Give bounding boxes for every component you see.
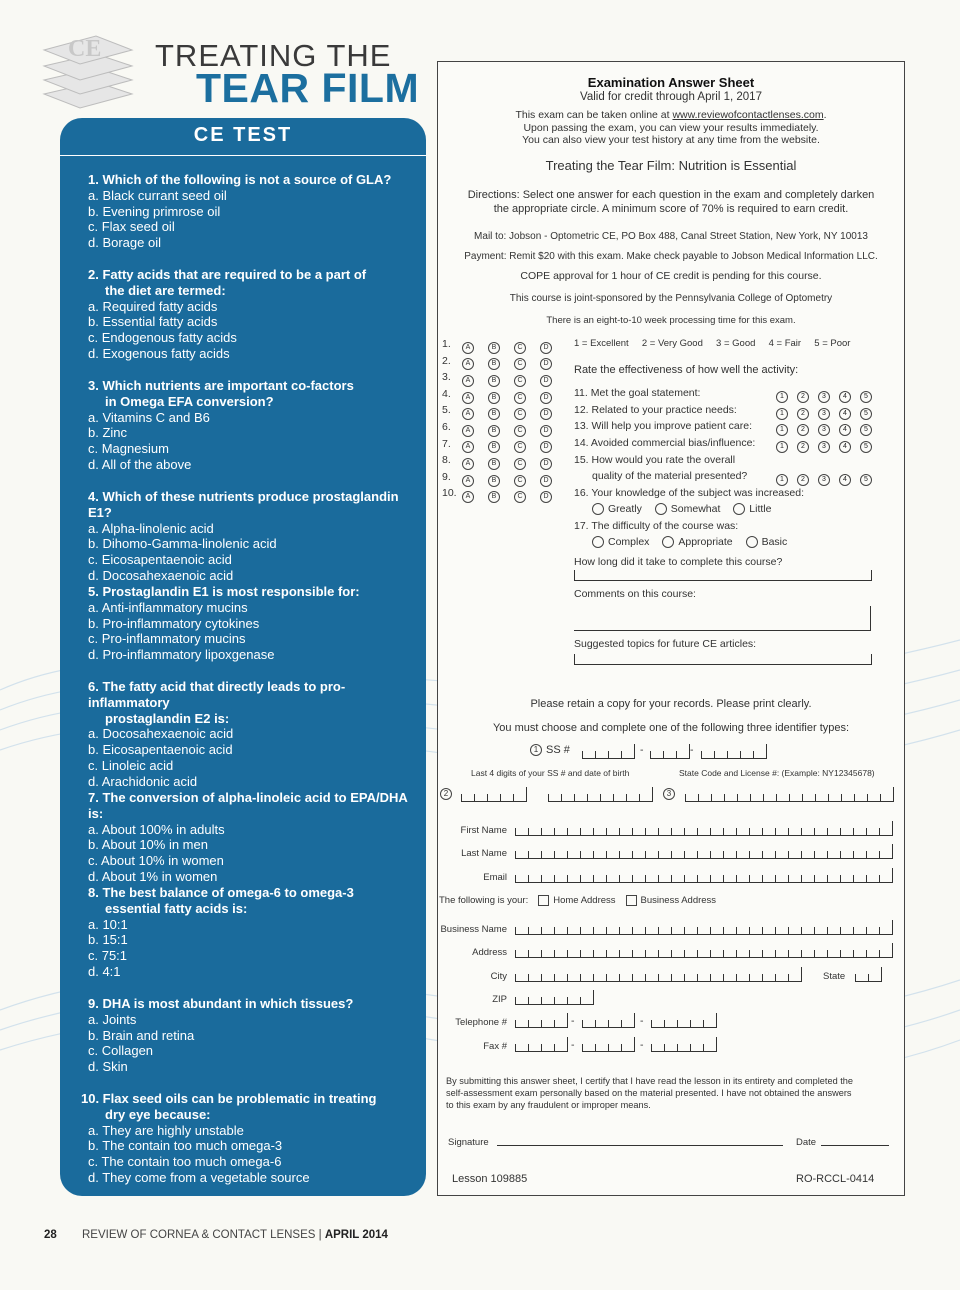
- question-5: [88, 584, 418, 663]
- answer-bubble-b[interactable]: B: [488, 491, 500, 503]
- answer-option: b. Pro-inflammatory cytokines: [88, 615, 260, 631]
- answer-option: c. About 10% in women: [88, 853, 224, 869]
- joint-sponsor: This course is joint-sponsored by the Pennsylvania College of Optometry: [509, 293, 833, 304]
- rating-15-option-4[interactable]: 4: [839, 474, 851, 486]
- rating-15-option-3[interactable]: 3: [818, 474, 830, 486]
- answer-number: 7.: [442, 437, 451, 450]
- answer-number: 2.: [442, 354, 451, 367]
- rating-11-option-3[interactable]: 3: [818, 391, 830, 403]
- answer-bubble-c[interactable]: C: [514, 425, 526, 437]
- ce-logo-text: CE: [68, 36, 102, 62]
- answer-bubble-a[interactable]: A: [462, 392, 474, 404]
- field-input-last-name[interactable]: [515, 844, 893, 859]
- rating-15-option-2[interactable]: 2: [797, 474, 809, 486]
- q17-appropriate-radio[interactable]: [662, 536, 674, 548]
- field-label: Last Name: [461, 848, 507, 859]
- field-label: Email: [483, 872, 507, 883]
- question-line-1: 1. Which of the following is not a source of GLA?: [88, 172, 392, 187]
- valid-through: Valid for credit through April 1, 2017: [580, 91, 762, 103]
- question-text: [88, 489, 418, 521]
- rating-item-11: 11. Met the goal statement:: [574, 387, 701, 399]
- business-address-label: Business Address: [640, 895, 717, 907]
- question-line-1: 6. The fatty acid that directly leads to pro-inflammatory: [88, 679, 346, 710]
- answer-option: c. Magnesium: [88, 441, 169, 457]
- answer-bubble-a[interactable]: A: [462, 375, 474, 387]
- question-text: [88, 679, 418, 726]
- answer-row-1: [462, 339, 566, 357]
- rating-14-option-4[interactable]: 4: [839, 441, 851, 453]
- suggested-input[interactable]: [574, 654, 872, 665]
- answer-bubble-a[interactable]: A: [462, 358, 474, 370]
- online-line-3: You can also view your test history at any time from the website.: [522, 134, 820, 146]
- rating-13-option-3[interactable]: 3: [818, 424, 830, 436]
- question-line-1: 3. Which nutrients are important co-factors: [88, 378, 354, 393]
- city-label: City: [490, 971, 507, 982]
- answer-option: c. Linoleic acid: [88, 757, 174, 773]
- id2-last4-boxes[interactable]: [461, 787, 527, 802]
- answer-bubble-d[interactable]: D: [540, 491, 552, 503]
- zip-label: ZIP: [492, 994, 507, 1005]
- rate-intro: Rate the effectiveness of how well the activity:: [574, 364, 799, 376]
- rating-14-bubbles: [767, 438, 872, 456]
- home-address-label: Home Address: [553, 895, 616, 907]
- rating-15-option-1[interactable]: 1: [776, 474, 788, 486]
- id-option-3-num: 3: [663, 788, 675, 800]
- rating-14-option-3[interactable]: 3: [818, 441, 830, 453]
- rating-11-option-5[interactable]: 5: [860, 391, 872, 403]
- panel-title-divider: [60, 155, 426, 156]
- field-input-first-name[interactable]: [515, 821, 893, 836]
- course-title: Treating the Tear Film: Nutrition is Essential: [545, 158, 797, 173]
- signature-label: Signature: [448, 1137, 489, 1148]
- answer-row-8: [462, 455, 566, 473]
- mail-to: Mail to: Jobson - Optometric CE, PO Box 488, Canal Street Station, New York, NY 10013: [474, 231, 868, 242]
- q17-basic-label: Basic: [761, 536, 788, 548]
- answer-option: a. About 100% in adults: [88, 821, 225, 837]
- answer-bubble-b[interactable]: B: [488, 458, 500, 470]
- answer-option: b. About 10% in men: [88, 837, 208, 853]
- address-label: Address: [472, 947, 507, 958]
- answer-option: c. Pro-inflammatory mucins: [88, 631, 246, 647]
- answer-option: c. 75:1: [88, 948, 128, 964]
- online-pre: This exam can be taken online at: [515, 109, 673, 121]
- answer-option: d. Exogenous fatty acids: [88, 345, 230, 361]
- answer-option: a. 10:1: [88, 916, 128, 932]
- answer-option: d. All of the above: [88, 456, 192, 472]
- question-text: [88, 267, 418, 299]
- answer-bubble-b[interactable]: B: [488, 425, 500, 437]
- rating-12-option-2[interactable]: 2: [797, 408, 809, 420]
- processing-time: There is an eight-to-10 week processing time for this exam.: [546, 315, 796, 326]
- answer-bubble-a[interactable]: A: [462, 408, 474, 420]
- field-input-email[interactable]: [515, 868, 893, 883]
- q16-little-radio[interactable]: [733, 503, 745, 515]
- certify-line-2: self-assessment exam personally based on the material presented. I have not obtained the answers: [446, 1087, 852, 1098]
- ce-books-logo: [38, 24, 138, 116]
- identifier-instructions: You must choose and complete one of the following three identifier types:: [492, 722, 850, 734]
- answer-option: c. Eicosapentaenoic acid: [88, 552, 232, 568]
- answer-bubble-b[interactable]: B: [488, 441, 500, 453]
- rating-12-option-1[interactable]: 1: [776, 408, 788, 420]
- certification: [446, 1076, 853, 1111]
- question-line-2: in Omega EFA conversion?: [105, 393, 274, 409]
- answer-option: d. They come from a vegetable source: [88, 1169, 310, 1185]
- answer-bubble-c[interactable]: C: [514, 392, 526, 404]
- question-6: [88, 679, 418, 790]
- question-line-1: 8. The best balance of omega-6 to omega-3: [88, 885, 354, 900]
- title-line-2: TEAR FILM: [196, 65, 420, 111]
- question-8: [88, 885, 418, 980]
- rating-11-option-4[interactable]: 4: [839, 391, 851, 403]
- answer-number: 8.: [442, 454, 451, 467]
- rating-item-15-cont: quality of the material presented?: [592, 470, 748, 482]
- answer-number: 1.: [442, 338, 451, 350]
- fax-area-boxes[interactable]: [515, 1037, 568, 1052]
- answer-option: a. They are highly unstable: [88, 1122, 244, 1138]
- q16-greatly-radio[interactable]: [592, 503, 604, 515]
- form-title: Examination Answer Sheet: [587, 75, 755, 90]
- answer-bubble-b[interactable]: B: [488, 408, 500, 420]
- rating-13-option-5[interactable]: 5: [860, 424, 872, 436]
- answer-bubble-b[interactable]: B: [488, 375, 500, 387]
- question-text: [88, 584, 418, 600]
- answer-bubble-a[interactable]: A: [462, 491, 474, 503]
- answer-row-2: [462, 356, 566, 374]
- q16-little-label: Little: [749, 503, 772, 515]
- q17-complex-radio[interactable]: [592, 536, 604, 548]
- answer-option: c. Flax seed oil: [88, 219, 175, 235]
- question-text: [88, 172, 418, 188]
- fax-line-boxes[interactable]: [651, 1037, 717, 1052]
- question-text: [81, 1091, 411, 1123]
- answer-bubble-c[interactable]: C: [514, 441, 526, 453]
- question-line-1: 5. Prostaglandin E1 is most responsible for:: [88, 584, 360, 599]
- suggested-label: Suggested topics for future CE articles:: [574, 638, 757, 650]
- ss-box-group-2[interactable]: [650, 744, 690, 759]
- answer-bubble-d[interactable]: D: [540, 408, 552, 420]
- id2-dob-boxes[interactable]: [548, 787, 653, 802]
- answer-row-3: [462, 372, 566, 390]
- q16-greatly-label: Greatly: [608, 503, 642, 515]
- answer-option: d. Borage oil: [88, 235, 161, 251]
- answer-bubble-a[interactable]: A: [462, 458, 474, 470]
- home-address-checkbox[interactable]: [538, 895, 549, 906]
- rating-item-12: 12. Related to your practice needs:: [574, 404, 737, 416]
- certify-line-3: to this exam by any fraudulent or improper means.: [446, 1099, 651, 1110]
- how-long-input[interactable]: [574, 570, 872, 581]
- answer-option: b. Brain and retina: [88, 1027, 195, 1043]
- answer-bubble-c[interactable]: C: [514, 458, 526, 470]
- question-line-2: dry eye because:: [105, 1106, 211, 1122]
- q16-options: [592, 503, 771, 515]
- answer-option: b. Zinc: [88, 425, 128, 441]
- question-1: [88, 172, 418, 251]
- rating-12-option-4[interactable]: 4: [839, 408, 851, 420]
- answer-option: b. The contain too much omega-3: [88, 1138, 283, 1154]
- how-long-label: How long did it take to complete this course?: [574, 556, 783, 568]
- q17-complex-label: Complex: [608, 536, 650, 548]
- answer-number: 6.: [442, 421, 451, 433]
- fax-dash-1: -: [571, 1039, 575, 1051]
- address-type: [439, 895, 716, 906]
- telephone-prefix-boxes[interactable]: [582, 1013, 635, 1028]
- answer-row-6: [462, 422, 566, 440]
- answer-bubble-c[interactable]: C: [514, 408, 526, 420]
- answer-number: 5.: [442, 404, 451, 417]
- answer-option: d. Pro-inflammatory lipoxgenase: [88, 647, 275, 663]
- answer-bubble-d[interactable]: D: [540, 441, 552, 453]
- answer-bubble-c[interactable]: C: [514, 491, 526, 503]
- payment: Payment: Remit $20 with this exam. Make check payable to Jobson Medical Information LLC.: [464, 251, 878, 262]
- cope-approval: COPE approval for 1 hour of CE credit is pending for this course.: [520, 270, 822, 282]
- answer-bubble-d[interactable]: D: [540, 392, 552, 404]
- rating-12-option-3[interactable]: 3: [818, 408, 830, 420]
- question-17: 17. The difficulty of the course was:: [574, 520, 739, 532]
- answer-option: c. Collagen: [88, 1043, 154, 1059]
- following-label: The following is your:: [439, 895, 529, 907]
- rating-13-bubbles: [767, 421, 872, 439]
- answer-option: c. The contain too much omega-6: [88, 1154, 282, 1170]
- rating-11-option-2[interactable]: 2: [797, 391, 809, 403]
- answer-row-10: [462, 488, 566, 506]
- answer-option: a. Docosahexaenoic acid: [88, 726, 234, 742]
- question-text: [88, 996, 418, 1012]
- question-9: [88, 996, 418, 1075]
- answer-bubble-b[interactable]: B: [488, 475, 500, 487]
- answer-row-9: [462, 472, 566, 490]
- rating-15-option-5[interactable]: 5: [860, 474, 872, 486]
- answer-row-4: [462, 389, 566, 407]
- answer-option: a. Anti-inflammatory mucins: [88, 599, 248, 615]
- answer-number: 9.: [442, 470, 451, 483]
- id3-license-boxes[interactable]: [685, 787, 894, 802]
- id-option-1[interactable]: 1: [530, 744, 542, 756]
- answer-option: d. 4:1: [88, 963, 121, 979]
- question-text: [88, 790, 418, 822]
- answer-option: a. Required fatty acids: [88, 298, 218, 314]
- question-line-1: 10. Flax seed oils can be problematic in treating: [81, 1091, 377, 1106]
- rating-14-option-2[interactable]: 2: [797, 441, 809, 453]
- q16-somewhat-label: Somewhat: [670, 503, 721, 515]
- form-code: RO-RCCL-0414: [796, 1173, 875, 1185]
- fax-prefix-boxes[interactable]: [582, 1037, 635, 1052]
- question-16: 16. Your knowledge of the subject was increased:: [574, 487, 804, 499]
- business-name-label: Business Name: [440, 924, 507, 935]
- ss-label: [530, 744, 570, 756]
- magazine-footer: [82, 1229, 388, 1241]
- rating-13-option-4[interactable]: 4: [839, 424, 851, 436]
- answer-row-7: [462, 439, 566, 457]
- question-7: [88, 790, 418, 885]
- answer-option: b. Essential fatty acids: [88, 314, 218, 330]
- rating-item-14: 14. Avoided commercial bias/influence:: [574, 437, 756, 449]
- answer-bubble-d[interactable]: D: [540, 342, 552, 354]
- answer-option: d. About 1% in women: [88, 868, 218, 884]
- panel-title: CE TEST: [193, 124, 293, 146]
- id-option-2[interactable]: [440, 788, 456, 800]
- answer-bubble-d[interactable]: D: [540, 458, 552, 470]
- question-line-1: 4. Which of these nutrients produce prostaglandin E1?: [88, 489, 399, 520]
- answer-bubble-a[interactable]: A: [462, 441, 474, 453]
- answer-bubble-a[interactable]: A: [462, 342, 474, 354]
- business-address-checkbox[interactable]: [626, 895, 637, 906]
- answer-option: c. Endogenous fatty acids: [88, 330, 237, 346]
- telephone-label: Telephone #: [455, 1017, 507, 1028]
- answer-option: b. 15:1: [88, 932, 128, 948]
- answer-option: a. Black currant seed oil: [88, 187, 227, 203]
- answer-option: b. Evening primrose oil: [88, 203, 221, 219]
- magazine-name: REVIEW OF CORNEA & CONTACT LENSES |: [82, 1229, 325, 1241]
- date-label: Date: [796, 1137, 817, 1148]
- answer-number: 10.: [442, 487, 457, 500]
- rating-14-option-1[interactable]: 1: [776, 441, 788, 453]
- signature-input[interactable]: [497, 1145, 783, 1146]
- q17-basic-radio[interactable]: [746, 536, 758, 548]
- answer-option: d. Arachidonic acid: [88, 773, 198, 789]
- field-label: First Name: [460, 825, 507, 836]
- question-line-1: 9. DHA is most abundant in which tissues?: [88, 996, 354, 1011]
- certify-line-1: By submitting this answer sheet, I certify that I have read the lesson in its entirety and completed the: [446, 1076, 854, 1086]
- question-2: [88, 267, 418, 362]
- answer-bubble-d[interactable]: D: [540, 375, 552, 387]
- answer-option: a. Vitamins C and B6: [88, 409, 210, 425]
- fax-dash-2: -: [640, 1039, 644, 1051]
- rating-11-option-1[interactable]: 1: [776, 391, 788, 403]
- comments-label: Comments on this course:: [574, 588, 696, 600]
- answer-bubble-c[interactable]: C: [514, 342, 526, 354]
- ss-box-group-3[interactable]: [701, 744, 767, 759]
- zip-input[interactable]: [515, 990, 594, 1005]
- rating-14-option-5[interactable]: 5: [860, 441, 872, 453]
- state-code-label: State Code and License #: (Example: NY12345678): [679, 768, 875, 778]
- answer-row-5: [462, 405, 566, 423]
- answer-number: 3.: [442, 371, 451, 384]
- telephone-dash-1: -: [571, 1015, 575, 1027]
- online-line: [437, 109, 905, 121]
- fax-label: Fax #: [483, 1041, 507, 1052]
- id-option-2-num: 2: [440, 788, 452, 800]
- website-link[interactable]: www.reviewofcontactlenses.com: [672, 109, 824, 121]
- answer-number: 4.: [442, 387, 451, 400]
- ss-text: SS #: [546, 744, 570, 756]
- id-option-3[interactable]: [663, 788, 679, 800]
- business-name-input[interactable]: [515, 920, 893, 935]
- telephone-area-boxes[interactable]: [515, 1013, 568, 1028]
- rating-11-bubbles: [767, 388, 872, 406]
- lesson-number: Lesson 109885: [452, 1173, 528, 1185]
- rating-13-option-1[interactable]: 1: [776, 424, 788, 436]
- rating-12-option-5[interactable]: 5: [860, 408, 872, 420]
- directions-2: the appropriate circle. A minimum score of 70% is required to earn credit.: [493, 203, 849, 215]
- answer-bubble-c[interactable]: C: [514, 475, 526, 487]
- q17-appropriate-label: Appropriate: [678, 536, 733, 548]
- date-input[interactable]: [821, 1145, 889, 1146]
- question-line-2: the diet are termed:: [105, 282, 226, 298]
- rating-item-15: 15. How would you rate the overall: [574, 454, 736, 466]
- address-input[interactable]: [515, 943, 893, 958]
- question-text: [88, 885, 418, 917]
- answer-option: b. Eicosapentaenoic acid: [88, 742, 233, 758]
- rating-13-option-2[interactable]: 2: [797, 424, 809, 436]
- question-line-1: 7. The conversion of alpha-linoleic acid to EPA/DHA is:: [88, 790, 408, 821]
- answer-option: d. Skin: [88, 1059, 128, 1075]
- state-input[interactable]: [855, 967, 882, 982]
- answer-bubble-b[interactable]: B: [488, 392, 500, 404]
- comments-input[interactable]: [574, 606, 871, 631]
- directions-1: Directions: Select one answer for each question in the exam and completely darken: [467, 189, 875, 201]
- question-4: [88, 489, 418, 584]
- answer-bubble-c[interactable]: C: [514, 375, 526, 387]
- page-number: 28: [44, 1229, 57, 1241]
- rating-item-13: 13. Will help you improve patient care:: [574, 420, 753, 432]
- answer-option: b. Dihomo-Gamma-linolenic acid: [88, 536, 277, 552]
- answer-bubble-c[interactable]: C: [514, 358, 526, 370]
- online-post: .: [823, 109, 827, 121]
- question-10: [81, 1091, 411, 1186]
- answer-bubble-b[interactable]: B: [488, 358, 500, 370]
- question-line-1: 2. Fatty acids that are required to be a part of: [88, 267, 367, 282]
- answer-option: d. Docosahexaenoic acid: [88, 567, 234, 583]
- ss-dash-1: -: [640, 744, 644, 756]
- last4-label: Last 4 digits of your SS # and date of birth: [471, 768, 630, 778]
- answer-bubble-a[interactable]: A: [462, 475, 474, 487]
- issue-date: APRIL 2014: [324, 1229, 388, 1241]
- rating-scale: 1 = Excellent 2 = Very Good 3 = Good 4 = Fair 5 = Poor: [574, 338, 851, 349]
- city-input[interactable]: [515, 967, 802, 982]
- retain-copy: Please retain a copy for your records. Please print clearly.: [530, 698, 812, 710]
- q17-options: [592, 536, 787, 548]
- title-line-1: TREATING THE: [155, 38, 392, 73]
- telephone-dash-2: -: [640, 1015, 644, 1027]
- answer-bubble-d[interactable]: D: [540, 425, 552, 437]
- answer-bubble-b[interactable]: B: [488, 342, 500, 354]
- question-line-2: essential fatty acids is:: [105, 900, 248, 916]
- answer-bubble-a[interactable]: A: [462, 425, 474, 437]
- online-line-2: Upon passing the exam, you can view your results immediately.: [523, 122, 819, 134]
- ss-box-group-1[interactable]: [582, 744, 635, 759]
- telephone-line-boxes[interactable]: [651, 1013, 717, 1028]
- state-label: State: [823, 971, 846, 982]
- question-text: [88, 378, 418, 410]
- ss-dash-2: -: [690, 744, 694, 756]
- answer-option: a. Joints: [88, 1011, 137, 1027]
- answer-option: a. Alpha-linolenic acid: [88, 520, 214, 536]
- q16-somewhat-radio[interactable]: [655, 503, 667, 515]
- answer-bubble-d[interactable]: D: [540, 358, 552, 370]
- question-line-2: prostaglandin E2 is:: [105, 710, 230, 726]
- question-3: [88, 378, 418, 473]
- answer-bubble-d[interactable]: D: [540, 475, 552, 487]
